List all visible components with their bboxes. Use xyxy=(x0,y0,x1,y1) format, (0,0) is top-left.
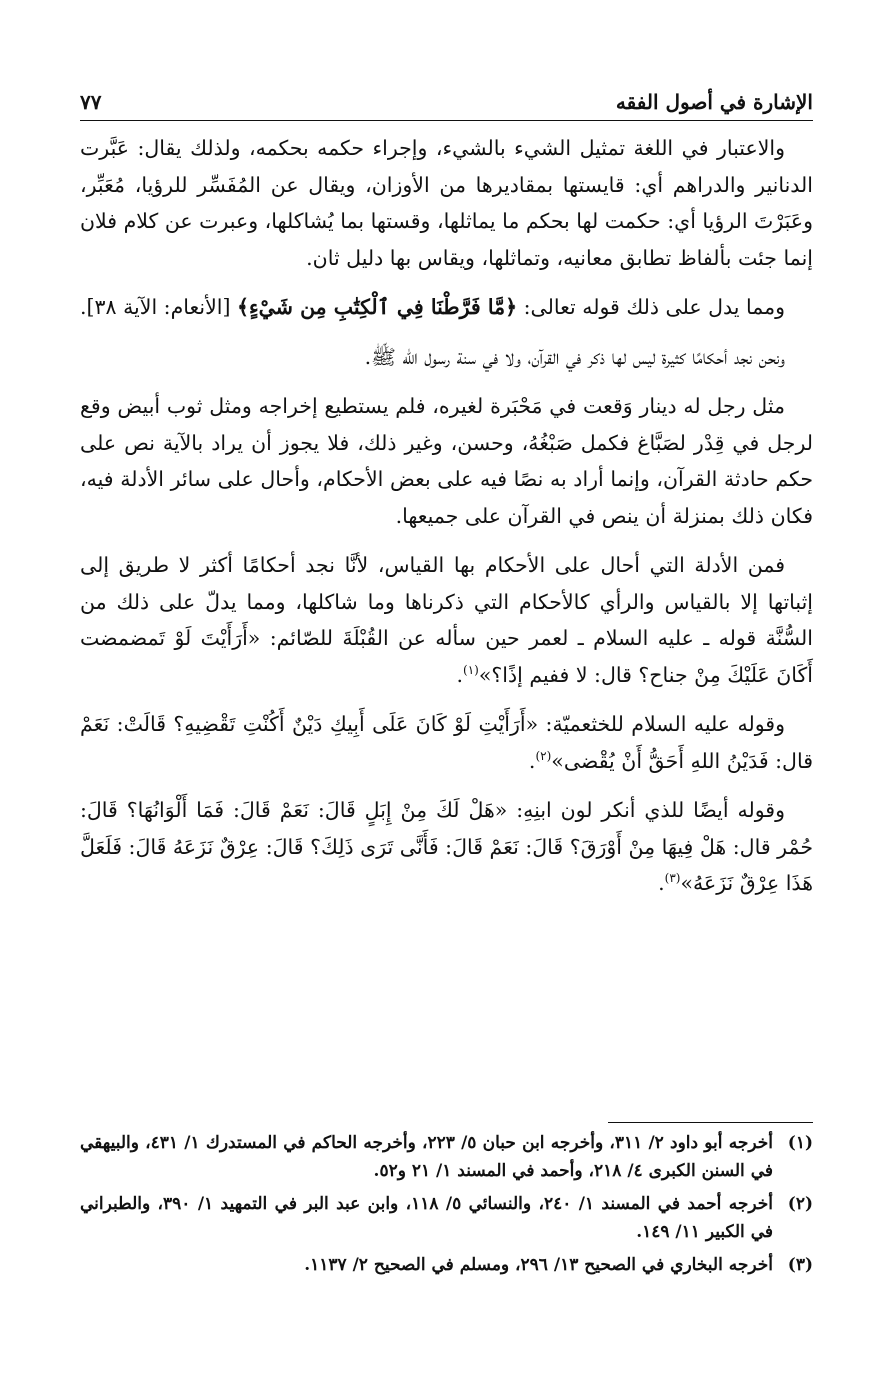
footnote-marker: (١) xyxy=(463,662,479,677)
paragraph-example: مثل رجل له دينار وَقعت في مَحْبَرة لغيره، فلم يستطيع إخراجه ومثل ثوب أبيض وقع لرجل في قِدْر لصَبَّاغ فكمل صَبْغُهُ، وحسن، وغير ذلك، فلا يجوز أن يراد بالآية نص على حكم حادثة القرآن، وإنما أراد به نصًا فيه على بعض الأحكام، وأحال على سائر الأدلة فيه، فكان ذلك بمنزلة أن ينص في القرآن على جميعها. xyxy=(80,394,813,528)
footnote-number: (٣) xyxy=(787,1255,813,1275)
main-text xyxy=(80,130,813,915)
paragraph-text: وقوله أيضًا للذي أنكر لون ابنِهِ: «هَلْ لَكَ مِنْ إِبَلٍ قَالَ: نَعَمْ قَالَ: فَمَا أَلْوَانُهَا؟ قَالَ: حُمْر قال: هَلْ فِيهَا مِنْ أَوْرَقَ؟ قَالَ: نَعَمْ قَالَ: فَأَنَّى تَرَى ذَلِكَ؟ قَالَ: عِرْقٌ نَزَعَهُ قَالَ: فَلَعَلَّ هَذَا عِرْقٌ نَزَعَهُ» xyxy=(80,798,813,895)
paragraph-end: . xyxy=(528,748,536,773)
paragraph-definition: والاعتبار في اللغة تمثيل الشيء بالشيء، وإجراء حكمه بحكمه، ولذلك يقال: عَبَّرت الدنانير والدراهم أي: قايستها بمقاديرها من الأوزان، ويقال عن المُفَسِّر للرؤيا، مُعَبِّر، وعَبَرْتَ الرؤيا أي: حكمت لها بحكم ما يماثلها، وقستها بما يُشاكلها، وعبرت عن كلام فلان إنما جئت بألفاظ تطابق معانيه، وتماثلها، ويقاس بها دليل ثان. xyxy=(80,136,813,270)
paragraph-text: وقوله عليه السلام للخثعميّة: «أَرَأَيْتِ لَوْ كَانَ عَلَى أَبِيكِ دَيْنٌ أَكُنْتِ تَقْضِيهِ؟ قَالَتْ: نَعَمْ قال: فَدَيْنُ اللهِ أَحَقُّ أَنْ يُقْضى» xyxy=(80,712,813,773)
footnote-separator xyxy=(608,1122,813,1123)
footnote-text: أخرجه البخاري في الصحيح ١٣/ ٢٩٦، ومسلم في الصحيح ٢/ ١١٣٧. xyxy=(304,1255,773,1275)
paragraph-text: ومما يدل على ذلك قوله تعالى: xyxy=(517,295,785,319)
footnote-number: (٢) xyxy=(787,1194,813,1214)
page-header xyxy=(80,72,813,121)
footnote-number: (١) xyxy=(787,1133,813,1153)
footnotes xyxy=(80,1130,813,1286)
footnote-text: أخرجه أبو داود ٢/ ٣١١، وأخرجه ابن حبان ٥/ ٢٢٣، وأخرجه الحاكم في المستدرك ١/ ٤٣١، والبيهقي في السنن الكبرى ٤/ ٢١٨، وأحمد في المسند ١/ ٢١ و٥٢. xyxy=(80,1133,773,1181)
paragraph-khathamiyya xyxy=(80,706,813,779)
paragraph-son-color xyxy=(80,792,813,902)
paragraph-quran-evidence xyxy=(80,289,813,326)
paragraph-rulings: ونحن نجد أحكامًا كثيرة ليس لها ذكر في القرآن، ولا في سنة رسول الله ﷺ. xyxy=(364,344,785,369)
paragraph-qiyas xyxy=(80,547,813,693)
running-head: الإشارة في أصول الفقه xyxy=(615,90,813,114)
footnote-text: أخرجه أحمد في المسند ١/ ٢٤٠، والنسائي ٥/ ١١٨، وابن عبد البر في التمهيد ١/ ٣٩٠، والطبراني في الكبير ١١/ ١٤٩. xyxy=(80,1194,773,1242)
verse-reference: [الأنعام: الآية ٣٨]. xyxy=(80,295,238,319)
paragraph-text: فمن الأدلة التي أحال على الأحكام بها القياس، لأنَّا نجد أحكامًا أكثر لا طريق إلى إثباتها إلا بالقياس والرأي كالأحكام التي ذكرناها وما شاكلها، ومما يدلّ على ذلك من السُّنَّة قوله ـ عليه السلام ـ لعمر حين سأله عن القُبْلَةَ للصّائم: «أَرَأَيْتَ لَوْ تَمضمضت أَكَانَ عَلَيْكَ مِنْ جناح؟ قال: لا ففيم إذًا؟» xyxy=(80,553,813,687)
footnote xyxy=(80,1130,813,1185)
paragraph-end: . xyxy=(658,871,665,895)
footnote xyxy=(80,1191,813,1246)
footnote-marker: (٣) xyxy=(664,871,681,886)
page-number: ٧٧ xyxy=(80,90,102,114)
quran-verse: ﴿مَّا فَرَّطْنَا فِي ٱلْكِتَٰبِ مِن شَيْءٍ﴾ xyxy=(237,295,518,319)
footnote-marker: (٢) xyxy=(535,748,552,763)
footnote xyxy=(80,1252,813,1280)
paragraph-end: . xyxy=(456,662,464,687)
